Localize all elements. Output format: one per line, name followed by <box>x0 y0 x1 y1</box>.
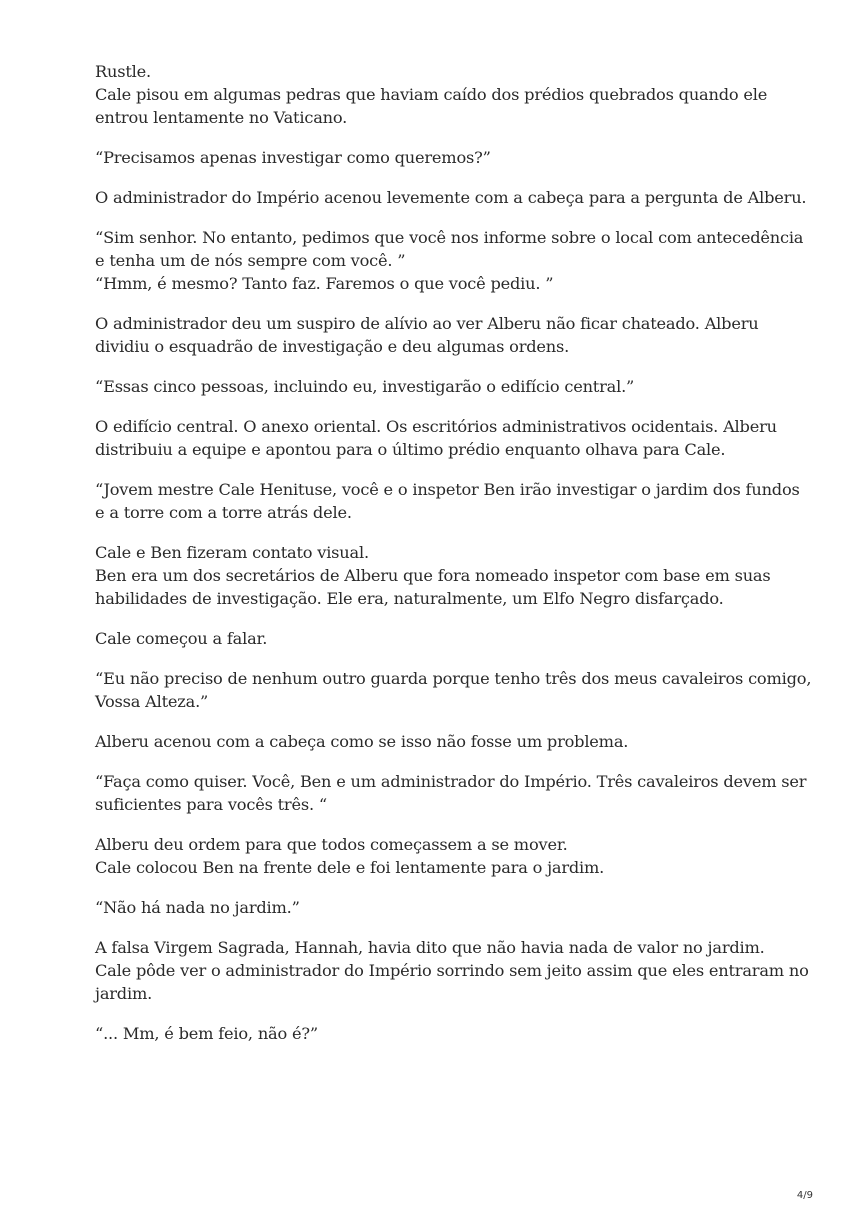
paragraph <box>95 541 795 610</box>
text-line: “Jovem mestre Cale Henituse, você e o inspetor Ben irão investigar o jardim dos fundos <box>95 480 800 499</box>
text-line: Vossa Alteza.” <box>95 692 209 711</box>
text-line: Cale começou a falar. <box>95 629 268 648</box>
text-line: entrou lentamente no Vaticano. <box>95 108 348 127</box>
paragraph <box>95 730 795 753</box>
text-line: suficientes para vocês três. “ <box>95 795 327 814</box>
paragraph <box>95 146 795 169</box>
text-line: Alberu acenou com a cabeça como se isso não fosse um problema. <box>95 732 629 751</box>
text-line: “Sim senhor. No entanto, pedimos que você nos informe sobre o local com antecedência <box>95 228 804 247</box>
text-line: Ben era um dos secretários de Alberu que fora nomeado inspetor com base em suas <box>95 566 771 585</box>
text-line: “... Mm, é bem feio, não é?” <box>95 1024 318 1043</box>
text-line: jardim. <box>95 984 153 1003</box>
text-line: e tenha um de nós sempre com você. ” <box>95 251 406 270</box>
text-line: “Hmm, é mesmo? Tanto faz. Faremos o que você pediu. ” <box>95 274 554 293</box>
text-line: Cale colocou Ben na frente dele e foi lentamente para o jardim. <box>95 858 605 877</box>
text-line: O edifício central. O anexo oriental. Os escritórios administrativos ocidentais. Alberu <box>95 417 777 436</box>
paragraph <box>95 896 795 919</box>
text-line: “Não há nada no jardim.” <box>95 898 300 917</box>
text-line: e a torre com a torre atrás dele. <box>95 503 352 522</box>
paragraph <box>95 60 795 129</box>
paragraph <box>95 375 795 398</box>
text-line: dividiu o esquadrão de investigação e deu algumas ordens. <box>95 337 570 356</box>
paragraph <box>95 226 804 295</box>
paragraph <box>95 478 800 524</box>
text-line: Alberu deu ordem para que todos começassem a se mover. <box>95 835 568 854</box>
text-line: “Faça como quiser. Você, Ben e um administrador do Império. Três cavaleiros devem ser <box>95 772 807 791</box>
paragraph <box>95 312 795 358</box>
text-line: Rustle. <box>95 62 151 81</box>
text-line: A falsa Virgem Sagrada, Hannah, havia dito que não havia nada de valor no jardim. <box>95 938 765 957</box>
page-number: 4/9 <box>796 1190 813 1201</box>
paragraph <box>95 1022 795 1045</box>
paragraph <box>95 415 795 461</box>
text-line: “Eu não preciso de nenhum outro guarda porque tenho três dos meus cavaleiros comigo, <box>95 669 812 688</box>
text-line: distribuiu a equipe e apontou para o último prédio enquanto olhava para Cale. <box>95 440 726 459</box>
text-line: O administrador do Império acenou levemente com a cabeça para a pergunta de Alberu. <box>95 188 807 207</box>
text-line: habilidades de investigação. Ele era, naturalmente, um Elfo Negro disfarçado. <box>95 589 724 608</box>
text-line: Cale pisou em algumas pedras que haviam caído dos prédios quebrados quando ele <box>95 85 768 104</box>
paragraph <box>95 667 812 713</box>
document-body <box>95 60 812 1062</box>
text-line: Cale pôde ver o administrador do Império sorrindo sem jeito assim que eles entraram no <box>95 961 809 980</box>
paragraph <box>95 936 809 1005</box>
paragraph <box>95 770 807 816</box>
text-line: “Essas cinco pessoas, incluindo eu, investigarão o edifício central.” <box>95 377 635 396</box>
paragraph <box>95 833 795 879</box>
text-line: O administrador deu um suspiro de alívio ao ver Alberu não ficar chateado. Alberu <box>95 314 759 333</box>
paragraph <box>95 186 807 209</box>
paragraph <box>95 627 795 650</box>
text-line: “Precisamos apenas investigar como queremos?” <box>95 148 491 167</box>
text-line: Cale e Ben fizeram contato visual. <box>95 543 369 562</box>
